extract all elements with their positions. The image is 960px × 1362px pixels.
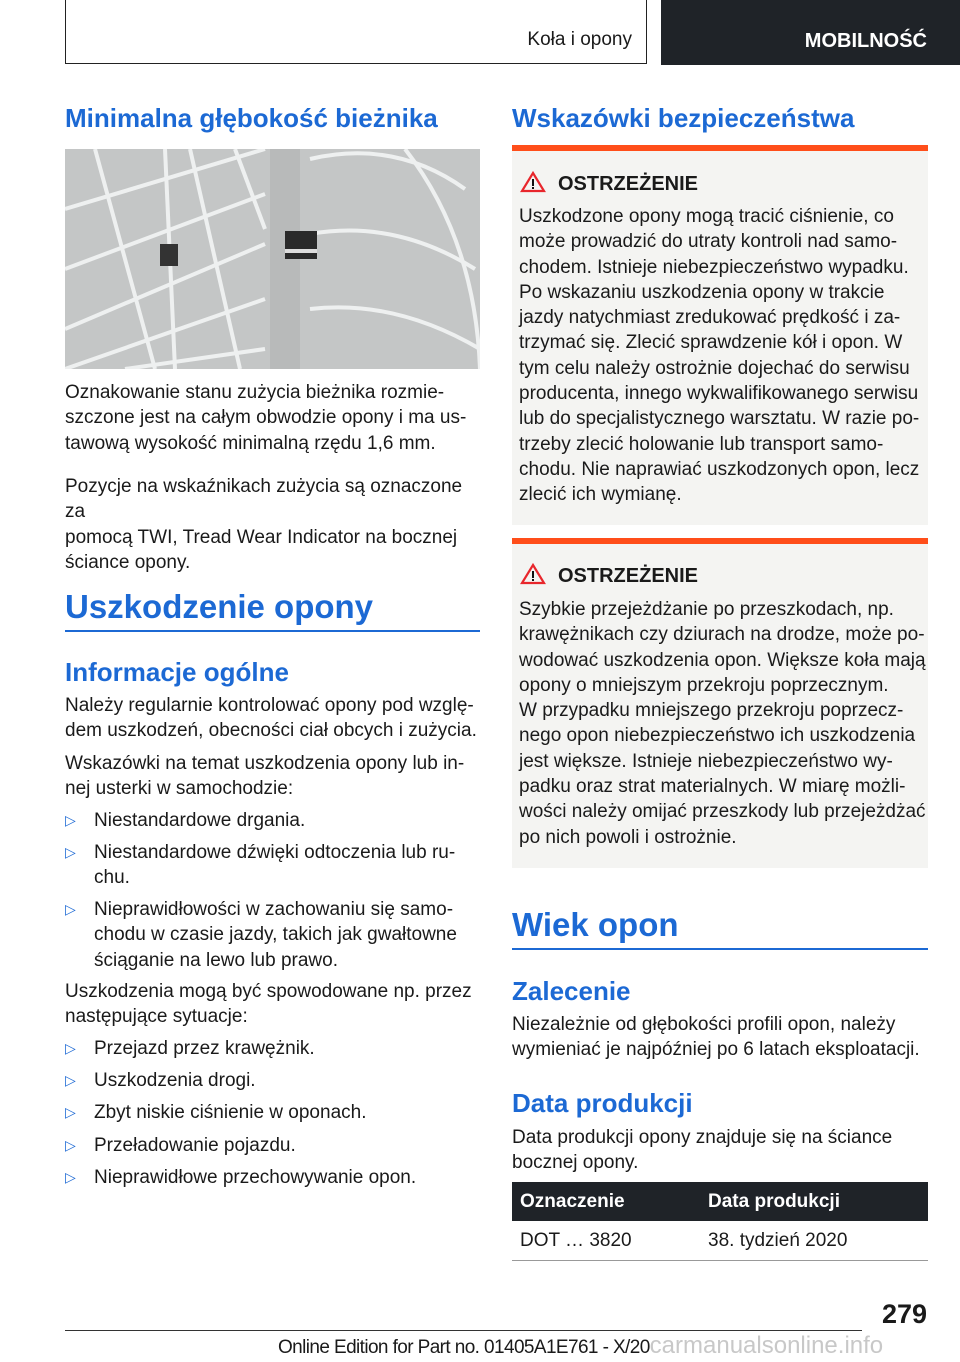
warning-triangle-icon: [520, 563, 546, 585]
header-chapter: [661, 0, 960, 65]
tire-damage-heading: Uszkodzenie opony: [65, 588, 374, 625]
cause-item: [65, 1068, 256, 1093]
header-section-title: Koła i opony: [527, 29, 632, 50]
recommendation-heading: Zalecenie: [512, 976, 631, 1006]
warning-box: [512, 145, 928, 525]
triangle-bullet-icon: ▷: [65, 1104, 76, 1120]
cause-text: Przejazd przez krawężnik.: [94, 1038, 315, 1059]
column-header: Oznaczenie: [512, 1182, 700, 1221]
cause-text: Przeładowanie pojazdu.: [94, 1135, 296, 1156]
triangle-bullet-icon: ▷: [65, 1040, 76, 1056]
header-chapter-label: MOBILNOŚĆ: [804, 30, 927, 52]
cause-text: Nieprawidłowe przechowywanie opon.: [94, 1167, 417, 1188]
header-section-box: [65, 0, 647, 64]
page-number: 279: [881, 1299, 927, 1329]
production-date-heading: Data produkcji: [512, 1088, 693, 1118]
footer-edition: [278, 1332, 883, 1360]
production-date-table: [512, 1182, 928, 1261]
cause-item: [65, 1100, 366, 1125]
triangle-bullet-icon: ▷: [65, 1137, 76, 1153]
symptom-item: [65, 840, 455, 891]
general-info-heading: Informacje ogólne: [65, 657, 289, 687]
symptom-item: [65, 897, 457, 973]
table-cell: DOT … 3820: [512, 1221, 700, 1261]
tread-wear-indicator-illustration: [65, 149, 480, 369]
triangle-bullet-icon: ▷: [65, 1169, 76, 1185]
heading-rule: [512, 948, 928, 950]
recommendation-text: Niezależnie od głębokości profili opon, należy wymieniać je najpóźniej po 6 latach eksploatacji.: [512, 1014, 920, 1061]
triangle-bullet-icon: ▷: [65, 1072, 76, 1088]
heading-rule: [65, 630, 480, 632]
warning-text: Szybkie przejeżdżanie po przeszkodach, np. krawężnikach czy dziurach na drodze, może po- wodować uszkodzenia opon. Większe koła mają opony o mniejszym przekroju poprzecznym. W przypadku mniejszego przekroju poprzecz- nego opon niebezpieczeństwo ich uszkodzenia jest większe. Istnieje niebezpieczeństwo wy- padku oraz strat materialnych. W miarę możli- wości należy omijać przeszkody lub przejeżdżać po nich powoli i ostrożnie.: [519, 599, 926, 848]
symptom-text: Nieprawidłowości w zachowaniu się samo- chodu w czasie jazdy, takich jak gwałtowne ściąganie na lewo lub prawo.: [94, 899, 457, 971]
triangle-bullet-icon: ▷: [65, 844, 76, 860]
triangle-bullet-icon: ▷: [65, 901, 76, 917]
general-paragraph-2: Wskazówki na temat uszkodzenia opony lub in- nej usterki w samochodzie:: [65, 753, 465, 800]
general-paragraph-1: Należy regularnie kontrolować opony pod wzglę- dem uszkodzeń, obecności ciał obcych i zużycia.: [65, 695, 477, 742]
footer-edition-text: Online Edition for Part no. 01405A1E761 - X/20: [278, 1337, 650, 1358]
cause-item: [65, 1165, 416, 1190]
watermark: carmanualsonline.info: [649, 1332, 884, 1359]
table-header-row: [512, 1182, 928, 1221]
production-date-text: Data produkcji opony znajduje się na ściance bocznej opony.: [512, 1127, 893, 1174]
table-row: [512, 1221, 928, 1261]
tread-depth-heading: Minimalna głębokość bieżnika: [65, 103, 438, 133]
tire-age-heading: Wiek opon: [512, 906, 679, 943]
triangle-bullet-icon: ▷: [65, 812, 76, 828]
warning-triangle-icon: [520, 171, 546, 193]
tread-paragraph-2: Pozycje na wskaźnikach zużycia są oznaczone za pomocą TWI, Tread Wear Indicator na bocznej ściance opony.: [65, 476, 463, 573]
warning-bar: [512, 145, 928, 151]
causes-intro: Uszkodzenia mogą być spowodowane np. przez następujące sytuacje:: [65, 981, 472, 1028]
symptom-item: [65, 808, 305, 833]
cause-text: Uszkodzenia drogi.: [94, 1070, 256, 1091]
warning-box: [512, 538, 928, 868]
cause-item: [65, 1133, 296, 1158]
tread-paragraph-1: Oznakowanie stanu zużycia bieżnika rozmie- szczone jest na całym obwodzie opony i ma us- tawową wysokość minimalną rzędu 1,6 mm.: [65, 382, 467, 454]
cause-item: [65, 1036, 315, 1061]
footer-rule: [65, 1330, 862, 1331]
warning-text: Uszkodzone opony mogą tracić ciśnienie, co może prowadzić do utraty kontroli nad samo- chodem. Istnieje niebezpieczeństwo wypadku. Po wskazaniu uszkodzenia opony w trakcie jazdy natychmiast zredukować prędkość i za- trzymać się. Zlecić sprawdzenie kół i opon. W tym celu należy ostrożnie dojechać do serwisu producenta, innego wykwalifikowanego serwisu lub do specjalistycznego warsztatu. W razie po- trzeby zlecić holowanie lub transport samo- chodu. Nie naprawiać uszkodzonych opon, lecz zlecić ich wymianę.: [519, 206, 920, 506]
table-cell: 38. tydzień 2020: [700, 1221, 928, 1261]
cause-text: Zbyt niskie ciśnienie w oponach.: [94, 1102, 367, 1123]
column-header: Data produkcji: [700, 1182, 928, 1221]
symptom-text: Niestandardowe drgania.: [94, 810, 306, 831]
warning-title: OSTRZEŻENIE: [558, 173, 699, 195]
warning-bar: [512, 538, 928, 544]
safety-heading: Wskazówki bezpieczeństwa: [512, 103, 855, 133]
symptom-text: Niestandardowe dźwięki odtoczenia lub ru- chu.: [94, 842, 456, 889]
warning-title: OSTRZEŻENIE: [558, 565, 699, 587]
